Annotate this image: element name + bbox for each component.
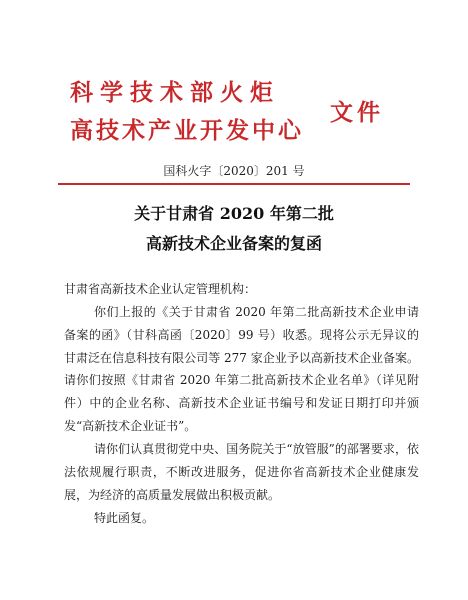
closing-line: 特此函复。: [94, 511, 155, 525]
body-paragraph-2: 请你们认真贯彻党中央、国务院关于“放管服”的部署要求，依法依规履行职责，不断改进服务，促进你省高新技术企业健康发展，为经济的高质量发展做出积极贡献。: [64, 442, 419, 502]
title-line2: 高新技术企业备案的复函: [145, 234, 322, 253]
issuing-org-line1: 科学技术部火炬: [70, 80, 280, 106]
issuing-org-line2: 高技术产业开发中心: [70, 118, 304, 144]
red-header-rule: [58, 183, 410, 185]
addressee: 甘肃省高新技术企业认定管理机构：: [64, 282, 257, 296]
document-number: 国科火字〔2020〕201 号: [163, 164, 305, 178]
body-paragraph-1: 你们上报的《关于甘肃省 2020 年第二批高新技术企业申请备案的函》（甘科高函〔2020〕99 号）收悉。现将公示无异议的甘肃泛在信息科技有限公司等 277 家企业予以高新技术企业备案。请你们按照《甘肃省 2020 年第二批高新技术企业名单》（详见附件）中的企业名称、高新技术企业证书编号和发证日期打印并颁发“高新技术企业证书”。: [64, 305, 419, 433]
title-line1: 关于甘肃省 2020 年第二批: [134, 204, 334, 223]
document-type-label: 文件: [330, 100, 384, 126]
